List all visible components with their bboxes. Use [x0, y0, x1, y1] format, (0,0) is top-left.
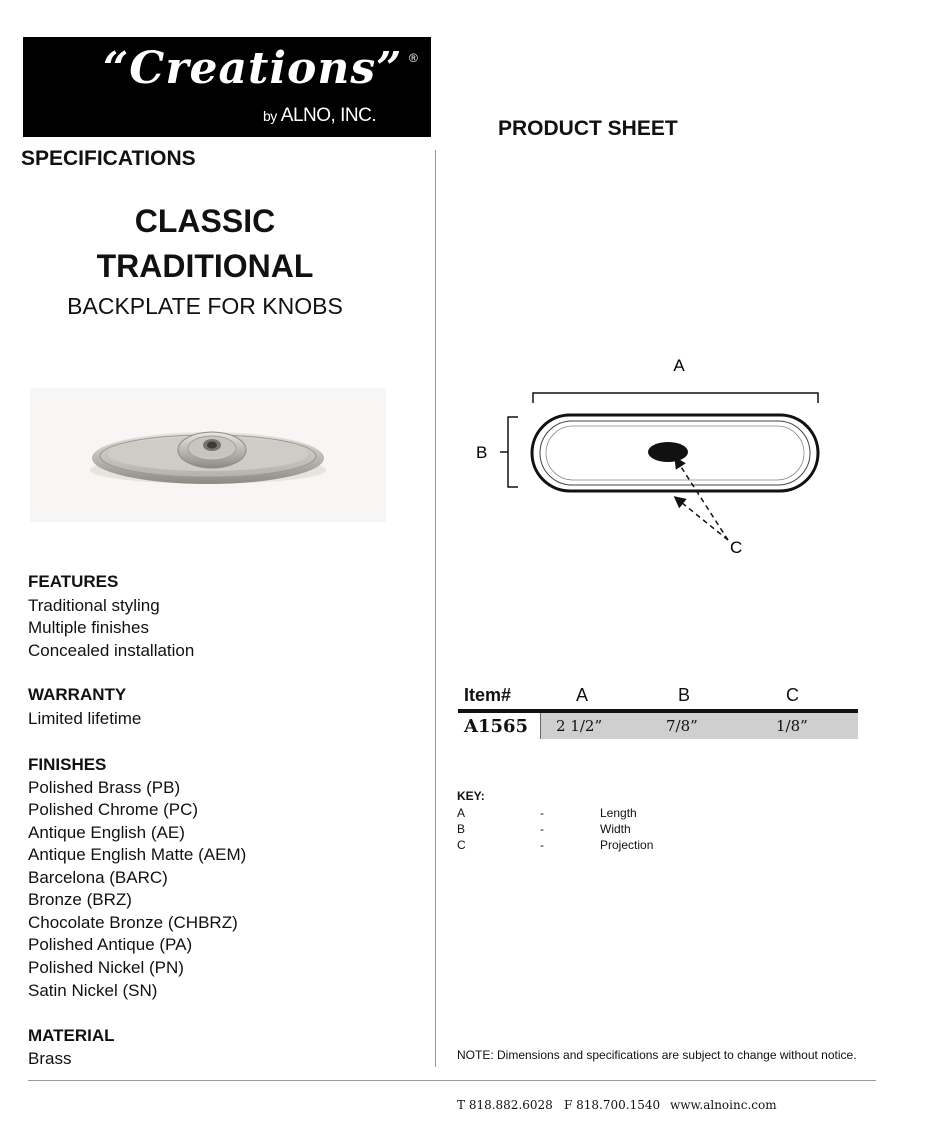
dimension-a-bracket — [533, 393, 818, 403]
key-letter: B — [457, 822, 466, 836]
finish-item: Satin Nickel (SN) — [28, 981, 158, 1000]
logo-script-text: “Creations” — [103, 43, 403, 94]
warranty-heading: WARRANTY — [28, 685, 127, 704]
finish-item: Chocolate Bronze (CHBRZ) — [28, 913, 238, 932]
table-header-row — [458, 685, 858, 709]
material-heading: MATERIAL — [28, 1026, 115, 1045]
dimension-c-label: C — [730, 538, 743, 557]
key-meaning: Width — [600, 822, 631, 836]
feature-item: Multiple finishes — [28, 618, 149, 637]
table-cell-item: A1565 — [464, 716, 529, 737]
diagram-drawing — [460, 345, 880, 565]
contact-website[interactable]: www.alnoinc.com — [670, 1098, 777, 1112]
finish-item: Polished Chrome (PC) — [28, 800, 199, 819]
material-value: Brass — [28, 1049, 72, 1068]
warranty-value: Limited lifetime — [28, 709, 142, 728]
logo-company: ALNO, INC. — [280, 105, 377, 126]
table-header-item: Item# — [464, 685, 512, 705]
key-dash: - — [540, 822, 544, 836]
finish-item: Polished Nickel (PN) — [28, 958, 184, 977]
column-divider — [435, 150, 436, 1067]
company-logo — [23, 37, 431, 137]
product-title-line1: CLASSIC — [134, 203, 276, 239]
table-cell-b: 7/8” — [666, 717, 698, 735]
key-letter: C — [457, 838, 466, 852]
dimension-b-label: B — [476, 443, 488, 462]
table-row — [458, 713, 858, 739]
projection-arrow — [676, 498, 728, 540]
table-header-c: C — [786, 685, 799, 705]
disclaimer-note: NOTE: Dimensions and specifications are subject to change without notice. — [457, 1048, 857, 1062]
key-dash: - — [540, 838, 544, 852]
mounting-hole — [648, 442, 688, 462]
finish-item: Bronze (BRZ) — [28, 890, 132, 909]
feature-item: Concealed installation — [28, 641, 195, 660]
key-letter: A — [457, 806, 466, 820]
key-row — [457, 838, 757, 854]
key-heading: KEY: — [457, 789, 485, 803]
specifications-heading: SPECIFICATIONS — [21, 147, 196, 170]
key-dash: - — [540, 806, 544, 820]
table-cell-c: 1/8” — [776, 717, 808, 735]
contact-fax: F 818.700.1540 — [564, 1098, 661, 1112]
finish-item: Barcelona (BARC) — [28, 868, 168, 887]
dimension-b-bracket — [508, 417, 518, 487]
product-subtitle: BACKPLATE FOR KNOBS — [67, 293, 343, 319]
registered-mark: ® — [409, 51, 418, 65]
product-title-line2: TRADITIONAL — [96, 248, 314, 284]
finish-item: Polished Antique (PA) — [28, 935, 193, 954]
key-meaning: Projection — [600, 838, 654, 852]
table-header-b: B — [678, 685, 691, 705]
logo-by: by — [263, 108, 277, 124]
footer-rule — [28, 1080, 876, 1081]
table-cell-a: 2 1/2” — [556, 717, 603, 735]
finish-item: Antique English Matte (AEM) — [28, 845, 247, 864]
key-meaning: Length — [600, 806, 637, 820]
finishes-heading: FINISHES — [28, 755, 107, 774]
dimension-a-label: A — [673, 356, 685, 375]
product-sheet-heading: PRODUCT SHEET — [498, 117, 678, 140]
feature-item: Traditional styling — [28, 596, 160, 615]
table-header-a: A — [576, 685, 589, 705]
spec-table — [458, 685, 858, 739]
finish-item: Polished Brass (PB) — [28, 778, 181, 797]
logo-byline — [263, 105, 376, 127]
key-row — [457, 806, 757, 822]
features-heading: FEATURES — [28, 572, 119, 591]
product-photo — [30, 388, 386, 522]
backplate-image — [30, 388, 386, 522]
dimension-diagram — [460, 345, 880, 565]
key-row — [457, 822, 757, 838]
contact-phone: T 818.882.6028 — [457, 1098, 553, 1112]
finish-item: Antique English (AE) — [28, 823, 185, 842]
